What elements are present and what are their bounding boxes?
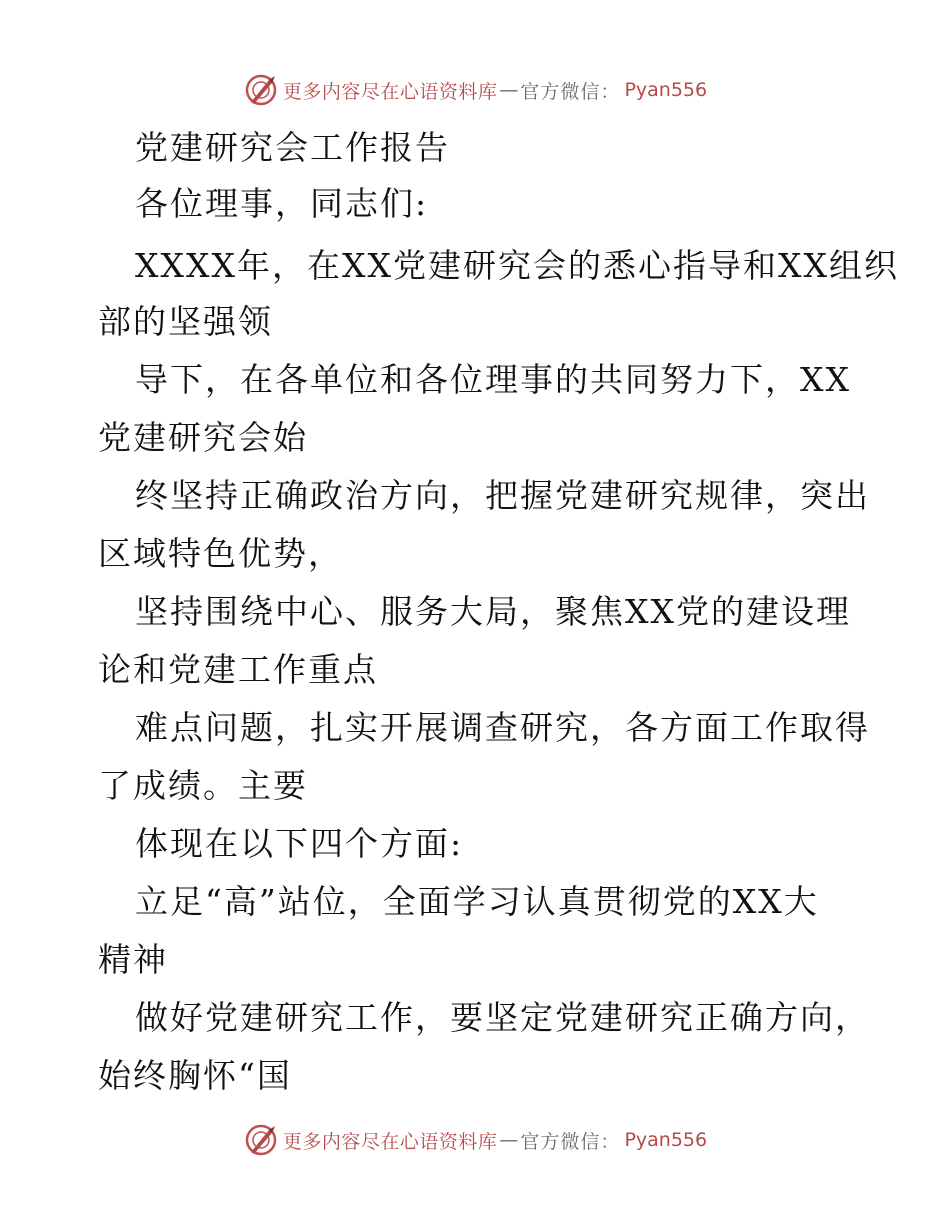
document-title: 党建研究会工作报告 (135, 128, 450, 167)
watermark-site-text: 更多内容尽在心语资料库 (282, 80, 498, 103)
salutation: 各位理事，同志们: (135, 184, 429, 223)
section-heading: 精神 (98, 940, 168, 979)
watermark-header (0, 70, 950, 110)
watermark-wechat-label: 官方微信： (520, 80, 621, 103)
paragraph-line: 坚持围绕中心、服务大局，聚焦XX党的建设理 (135, 592, 851, 631)
paragraph-line: 区域特色优势， (98, 534, 343, 573)
quill-logo-icon (243, 72, 279, 108)
watermark-separator: — (499, 79, 519, 101)
paragraph-line: 始终胸怀“国 (98, 1056, 292, 1095)
watermark-site-text: 更多内容尽在心语资料库 (282, 1130, 498, 1153)
watermark-wechat-label: 官方微信： (520, 1130, 621, 1153)
paragraph-line: XXXX年，在XX党建研究会的悉心指导和XX组织 (135, 246, 899, 285)
watermark-separator: — (499, 1129, 519, 1151)
paragraph-line: 做好党建研究工作，要坚定党建研究正确方向， (135, 998, 870, 1037)
paragraph-line: 导下，在各单位和各位理事的共同努力下，XX (135, 360, 851, 399)
paragraph-line: 体现在以下四个方面: (135, 824, 464, 863)
watermark-wechat-id: Pyan556 (624, 1129, 708, 1151)
watermark-footer (0, 1120, 950, 1160)
quill-logo-icon (243, 1122, 279, 1158)
paragraph-line: 部的坚强领 (98, 302, 273, 341)
paragraph-line: 了成绩。主要 (98, 766, 308, 805)
paragraph-line: 难点问题，扎实开展调查研究，各方面工作取得 (135, 708, 870, 747)
paragraph-line: 论和党建工作重点 (98, 650, 378, 689)
paragraph-line: 党建研究会始 (98, 418, 308, 457)
watermark-wechat-id: Pyan556 (624, 79, 708, 101)
paragraph-line: 终坚持正确政治方向，把握党建研究规律，突出 (135, 476, 870, 515)
section-heading: 立足“高”站位，全面学习认真贯彻党的XX大 (135, 882, 819, 921)
